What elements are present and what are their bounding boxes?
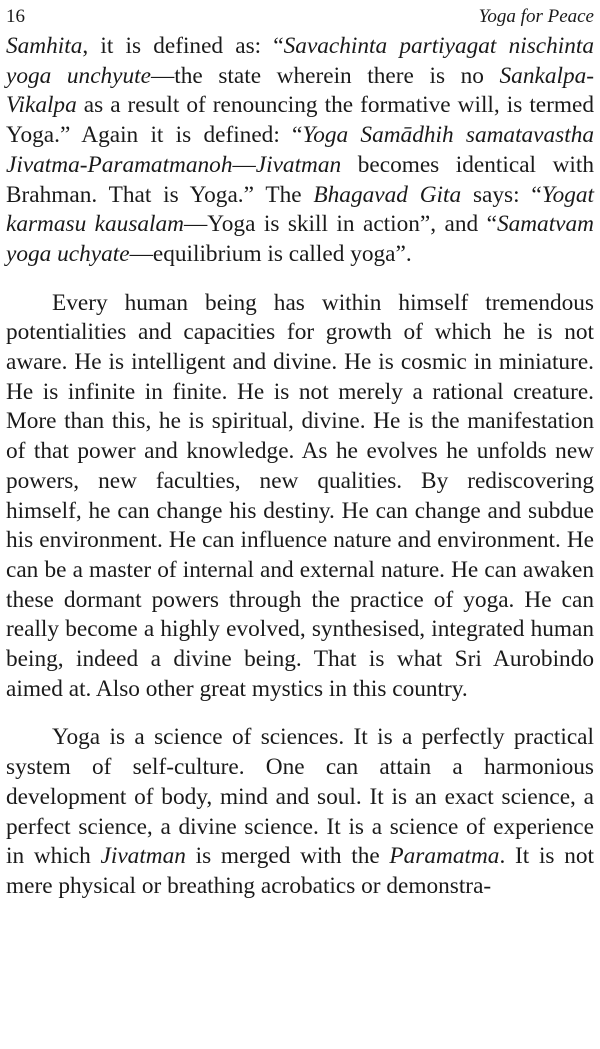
italic-text: Jivatman (255, 151, 342, 178)
page-header (6, 6, 594, 30)
italic-text: Yogat karmasu kausalam (6, 181, 594, 238)
paragraph (6, 723, 594, 901)
text-run: says: “ (461, 181, 542, 208)
italic-text: Paramatma (389, 843, 500, 870)
italic-text: Yoga Samādhih samatavastha Jivatma-Paramatmanoh (6, 122, 595, 178)
paragraph (6, 32, 594, 270)
text-run: — (232, 151, 256, 178)
page-body (6, 32, 594, 902)
italic-text: Samatvam yoga uchyate (6, 211, 594, 267)
running-title: Yoga for Peace (478, 6, 594, 27)
text-run: as a result of renouncing the formative will, is termed Yoga.” Again it is defined: “ (6, 92, 594, 149)
text-run: becomes identical with Brahman. That is Yoga.” The (6, 151, 594, 208)
italic-text: Bhagavad Gita (313, 181, 462, 208)
text-run: is merged with the (185, 843, 390, 870)
page-number: 16 (6, 6, 25, 27)
text-run: —equilibrium is called yoga”. (129, 240, 412, 267)
italic-text: Savachinta partiyagat nischinta yoga unchyute (6, 33, 594, 89)
text-run: Yoga is a science of sciences. It is a perfectly practical system of self-culture. One can attain a harmonious development of body, mind and soul. It is an exact science, a perfect science, a divine science. It is a science of experience in which (6, 724, 594, 870)
book-page (6, 0, 596, 1049)
paragraph (6, 289, 594, 705)
text-run: Every human being has within himself tremendous potentialities and capacities for growth of which he is not aware. He is intelligent and divine. He is cosmic in miniature. He is infinite in finite. He is not merely a rational creature. More than this, he is spiritual, divine. He is the manifestation of that power and knowledge. As he evolves he unfolds new powers, new faculties, new qualities. By rediscovering himself, he can change his destiny. He can change and subdue his environment. He can influence nature and environment. He can be a master of internal and external nature. He can awaken these dormant powers through the practice of yoga. He can really become a highly evolved, synthesised, integrated human being, indeed a divine being. That is what Sri Aurobindo aimed at. Also other great mystics in this country. (6, 289, 594, 702)
text-run: , it is defined as: “ (82, 33, 284, 59)
text-run: —the state wherein there is no (150, 62, 500, 89)
text-run: . It is not mere physical or breathing acrobatics or demonstra- (6, 843, 594, 899)
italic-text: Samhita (6, 33, 83, 59)
italic-text: Jivatman (100, 843, 186, 870)
italic-text: Sankalpa-Vikalpa (6, 62, 594, 119)
text-run: —Yoga is skill in action”, and “ (183, 211, 497, 238)
